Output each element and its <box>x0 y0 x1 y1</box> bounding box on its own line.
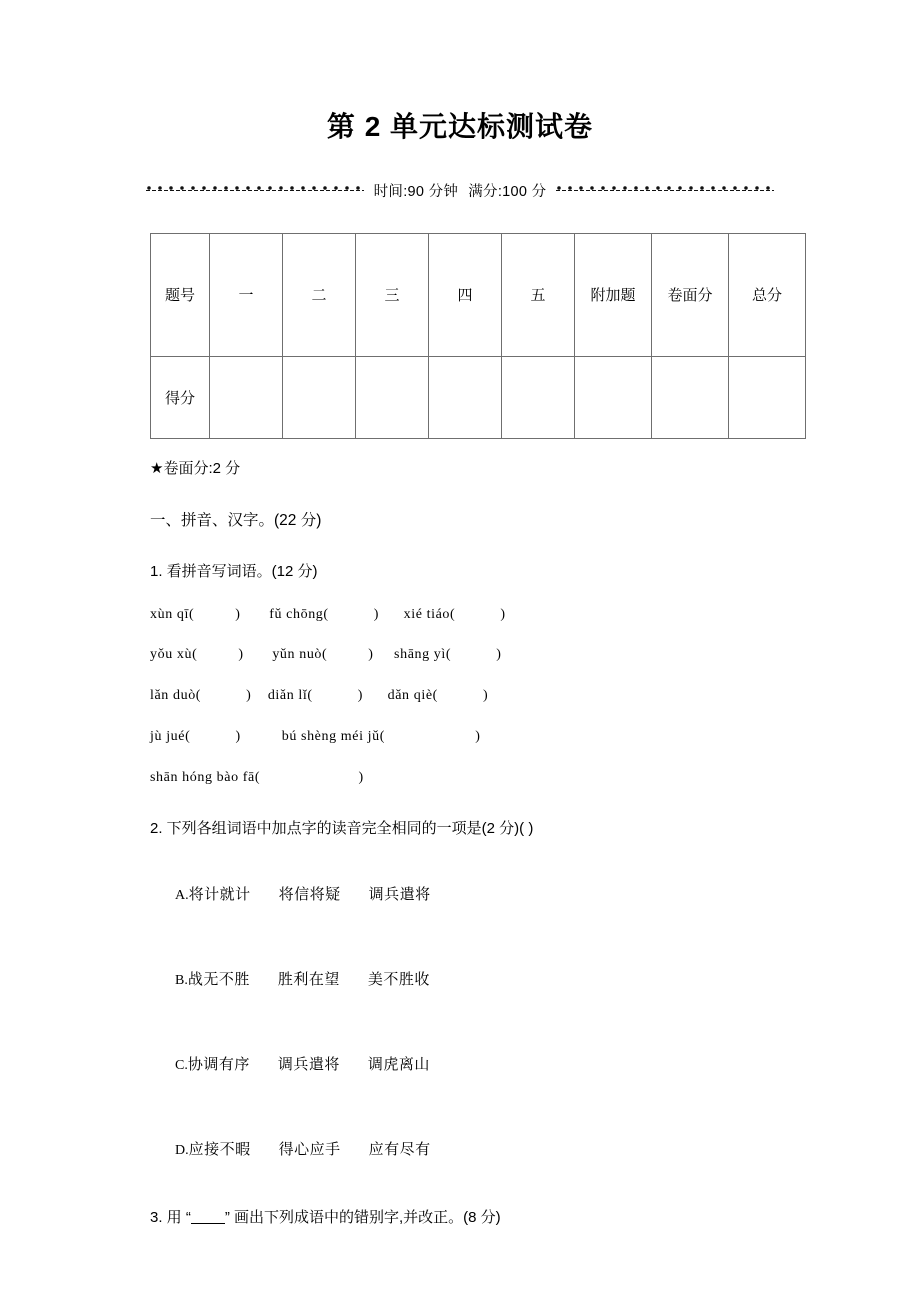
option-c-letter: C. <box>175 1057 188 1073</box>
table-header-col-total: 总分 <box>729 233 806 356</box>
table-header-col-5: 五 <box>502 233 575 356</box>
table-header-col-1: 一 <box>210 233 283 356</box>
option-b-letter: B. <box>175 972 188 988</box>
score-cell-presentation[interactable] <box>652 356 729 438</box>
pinyin-writing-block <box>150 607 770 787</box>
exam-meta-row <box>150 180 770 201</box>
score-cell-3[interactable] <box>356 356 429 438</box>
option-b[interactable] <box>150 951 770 1006</box>
option-d[interactable] <box>150 1121 770 1176</box>
table-row-label-score: 得分 <box>151 356 210 438</box>
option-a-items: 将计就计 将信将疑 调兵遣将 <box>188 885 431 903</box>
score-cell-total[interactable] <box>729 356 806 438</box>
score-table <box>150 233 806 439</box>
option-c[interactable] <box>150 1036 770 1091</box>
score-cell-1[interactable] <box>210 356 283 438</box>
table-header-col-3: 三 <box>356 233 429 356</box>
option-c-items: 协调有序 调兵遣将 调虎离山 <box>187 1055 430 1073</box>
score-cell-4[interactable] <box>429 356 502 438</box>
paper-score-note: ★卷面分:2 分 <box>150 459 241 477</box>
question-2-prompt: 2. 下列各组词语中加点字的读音完全相同的一项是(2 分)( ) <box>150 819 534 837</box>
score-cell-2[interactable] <box>283 356 356 438</box>
option-d-items: 应接不暇 得心应手 应有尽有 <box>188 1140 431 1158</box>
question-1-prompt: 1. 看拼音写词语。(12 分) <box>150 562 318 580</box>
table-header-col-bonus: 附加题 <box>575 233 652 356</box>
option-a-letter: A. <box>175 887 189 903</box>
table-row-scores <box>151 356 806 438</box>
table-header-row-label: 题号 <box>151 233 210 356</box>
pinyin-row-2[interactable]: yǒu xù( ) yǔn nuò( ) shāng yì( ) <box>150 647 502 663</box>
question-3-prompt <box>150 1206 770 1227</box>
pinyin-row-3[interactable]: lǎn duò( ) diǎn lǐ( ) dǎn qiè( ) <box>150 688 489 704</box>
page-title: 第 2 单元达标测试卷 <box>326 111 594 142</box>
option-d-letter: D. <box>175 1142 189 1158</box>
exam-time-label: 时间:90 分钟 <box>373 183 459 200</box>
question-3-prompt-before: 3. 用 “ <box>150 1208 191 1226</box>
pinyin-row-1[interactable]: xùn qī( ) fǔ chōng( ) xié tiáo( ) <box>150 606 506 622</box>
score-cell-bonus[interactable] <box>575 356 652 438</box>
table-row-question-numbers <box>151 233 806 356</box>
ornament-divider-right <box>556 184 774 196</box>
score-cell-5[interactable] <box>502 356 575 438</box>
table-header-col-4: 四 <box>429 233 502 356</box>
pinyin-row-4[interactable]: jù jué( ) bú shèng méi jǔ( ) <box>150 728 481 744</box>
question-2-options <box>150 866 770 1176</box>
section-heading-1: 一、拼音、汉字。(22 分) <box>150 511 322 529</box>
underline-mark <box>191 1223 225 1224</box>
exam-total-score-label: 满分:100 分 <box>468 183 547 200</box>
ornament-divider-left <box>146 184 364 196</box>
option-a[interactable] <box>150 866 770 921</box>
table-header-col-2: 二 <box>283 233 356 356</box>
option-b-items: 战无不胜 胜利在望 美不胜收 <box>187 970 430 988</box>
question-3-prompt-after: ” 画出下列成语中的错别字,并改正。(8 分) <box>224 1208 501 1226</box>
table-header-col-presentation: 卷面分 <box>652 233 729 356</box>
pinyin-row-5[interactable]: shān hóng bào fā( ) <box>150 769 364 785</box>
